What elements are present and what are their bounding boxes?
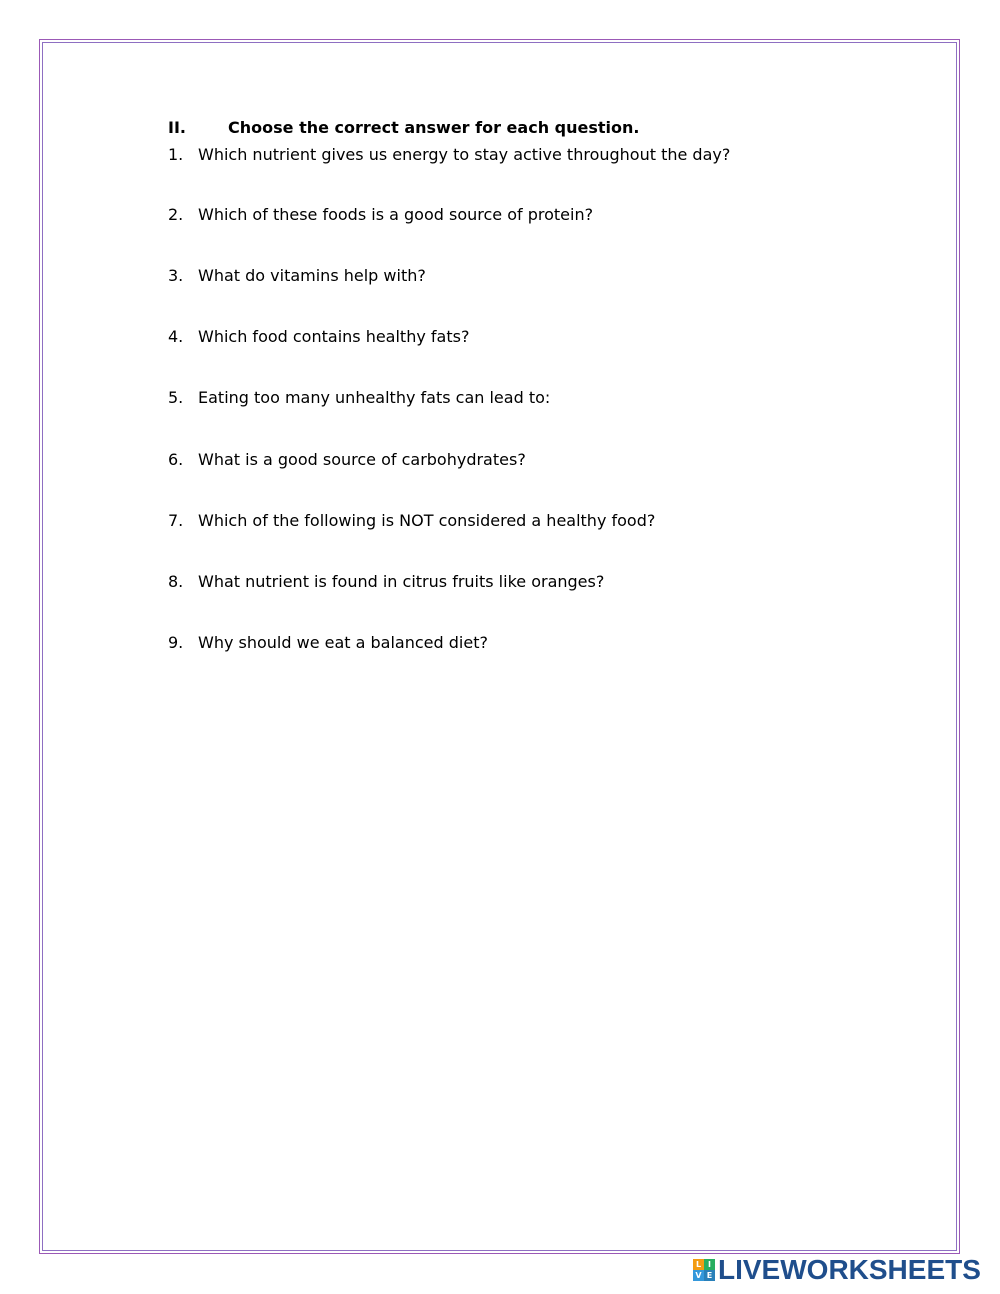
section-heading: [168, 117, 639, 139]
question-number: 6.: [168, 450, 184, 469]
question-number: 7.: [168, 511, 184, 530]
question-number: 5.: [168, 388, 184, 407]
question-text: Which nutrient gives us energy to stay active throughout the day?: [198, 145, 731, 164]
question-6: [168, 449, 526, 471]
question-number: 1.: [168, 145, 184, 164]
logo-letter: L: [693, 1259, 704, 1270]
question-text: Which of these foods is a good source of protein?: [198, 205, 594, 224]
logo-letter: I: [704, 1259, 715, 1270]
question-text: Why should we eat a balanced diet?: [198, 633, 488, 652]
question-3: [168, 265, 426, 287]
question-2: [168, 204, 593, 226]
question-4: [168, 326, 469, 348]
question-number: 2.: [168, 205, 184, 224]
question-text: What is a good source of carbohydrates?: [198, 450, 526, 469]
question-1: [168, 144, 730, 166]
liveworksheets-logo-icon: [693, 1259, 715, 1281]
question-7: [168, 510, 655, 532]
question-number: 4.: [168, 327, 184, 346]
watermark-text: LIVEWORKSHEETS: [718, 1254, 981, 1285]
liveworksheets-watermark: [693, 1254, 981, 1286]
question-text: What nutrient is found in citrus fruits like oranges?: [198, 572, 605, 591]
logo-letter: E: [704, 1270, 715, 1281]
question-text: Which food contains healthy fats?: [198, 327, 470, 346]
logo-letter: V: [693, 1270, 704, 1281]
question-text: What do vitamins help with?: [198, 266, 426, 285]
question-8: [168, 571, 604, 593]
question-number: 9.: [168, 633, 184, 652]
question-number: 3.: [168, 266, 184, 285]
question-number: 8.: [168, 572, 184, 591]
section-title: Choose the correct answer for each question.: [228, 118, 640, 137]
question-9: [168, 632, 488, 654]
question-text: Which of the following is NOT considered a healthy food?: [198, 511, 656, 530]
question-5: [168, 387, 550, 409]
section-number: II.: [168, 118, 186, 137]
question-text: Eating too many unhealthy fats can lead to:: [198, 388, 551, 407]
